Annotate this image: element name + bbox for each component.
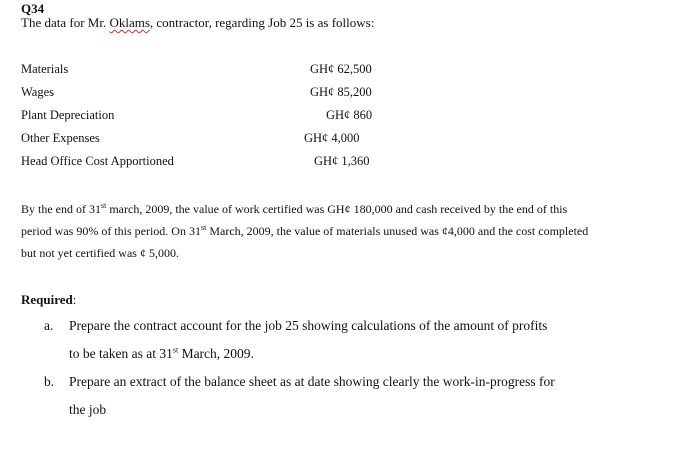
item-b-line-2: the job	[69, 402, 107, 417]
cost-label-wages: Wages	[21, 85, 55, 99]
cost-label-head-office: Head Office Cost Apportioned	[21, 154, 174, 168]
item-a-line-2-start: to be taken as at 31	[69, 346, 173, 361]
paragraph-line-1	[21, 202, 567, 217]
required-heading	[21, 292, 76, 308]
paragraph-line-3: but not yet certified was ¢ 5,000.	[21, 246, 179, 260]
cost-label-other-expenses: Other Expenses	[21, 131, 100, 145]
paragraph-line-2-start: period was 90% of this period. On 31	[21, 224, 201, 238]
ordinal-suffix: st	[101, 201, 107, 210]
required-label: Required	[21, 292, 73, 307]
cost-label-materials: Materials	[21, 62, 69, 76]
item-b-line-1: Prepare an extract of the balance sheet as at date showing clearly the work-in-progress for	[69, 374, 555, 389]
question-number: Q34	[21, 1, 45, 16]
paragraph-line-2	[21, 224, 588, 239]
cost-value-head-office: GH¢ 1,360	[314, 154, 370, 168]
cost-value-plant-depreciation: GH¢ 860	[326, 108, 373, 122]
ordinal-suffix: st	[200, 223, 207, 232]
cost-value-wages: GH¢ 85,200	[310, 85, 372, 99]
paragraph-line-1-end: march, 2009, the value of work certified was GH¢ 180,000 and cash received by the end of this	[106, 202, 568, 216]
item-a-line-2-end: March, 2009.	[178, 346, 254, 361]
ordinal-suffix: st	[172, 345, 179, 355]
item-b-marker: b.	[44, 374, 55, 389]
intro-text-end: , contractor, regarding Job 25 is as follows:	[149, 15, 375, 30]
paragraph-line-2-end: March, 2009, the value of materials unused was ¢4,000 and the cost completed	[206, 224, 589, 238]
paragraph-line-1-start: By the end of 31	[21, 202, 101, 216]
intro-text-start: The data for Mr.	[21, 15, 110, 30]
item-a-line-2	[69, 346, 254, 362]
item-a-line-1: Prepare the contract account for the job 25 showing calculations of the amount of profits	[69, 318, 548, 333]
item-a-marker: a.	[44, 318, 54, 333]
cost-value-other-expenses: GH¢ 4,000	[304, 131, 360, 145]
cost-label-plant-depreciation: Plant Depreciation	[21, 108, 115, 122]
contractor-name-spellcheck: Oklams	[109, 15, 150, 30]
required-colon: :	[72, 292, 77, 307]
cost-value-materials: GH¢ 62,500	[310, 62, 372, 76]
question-intro	[21, 15, 374, 31]
